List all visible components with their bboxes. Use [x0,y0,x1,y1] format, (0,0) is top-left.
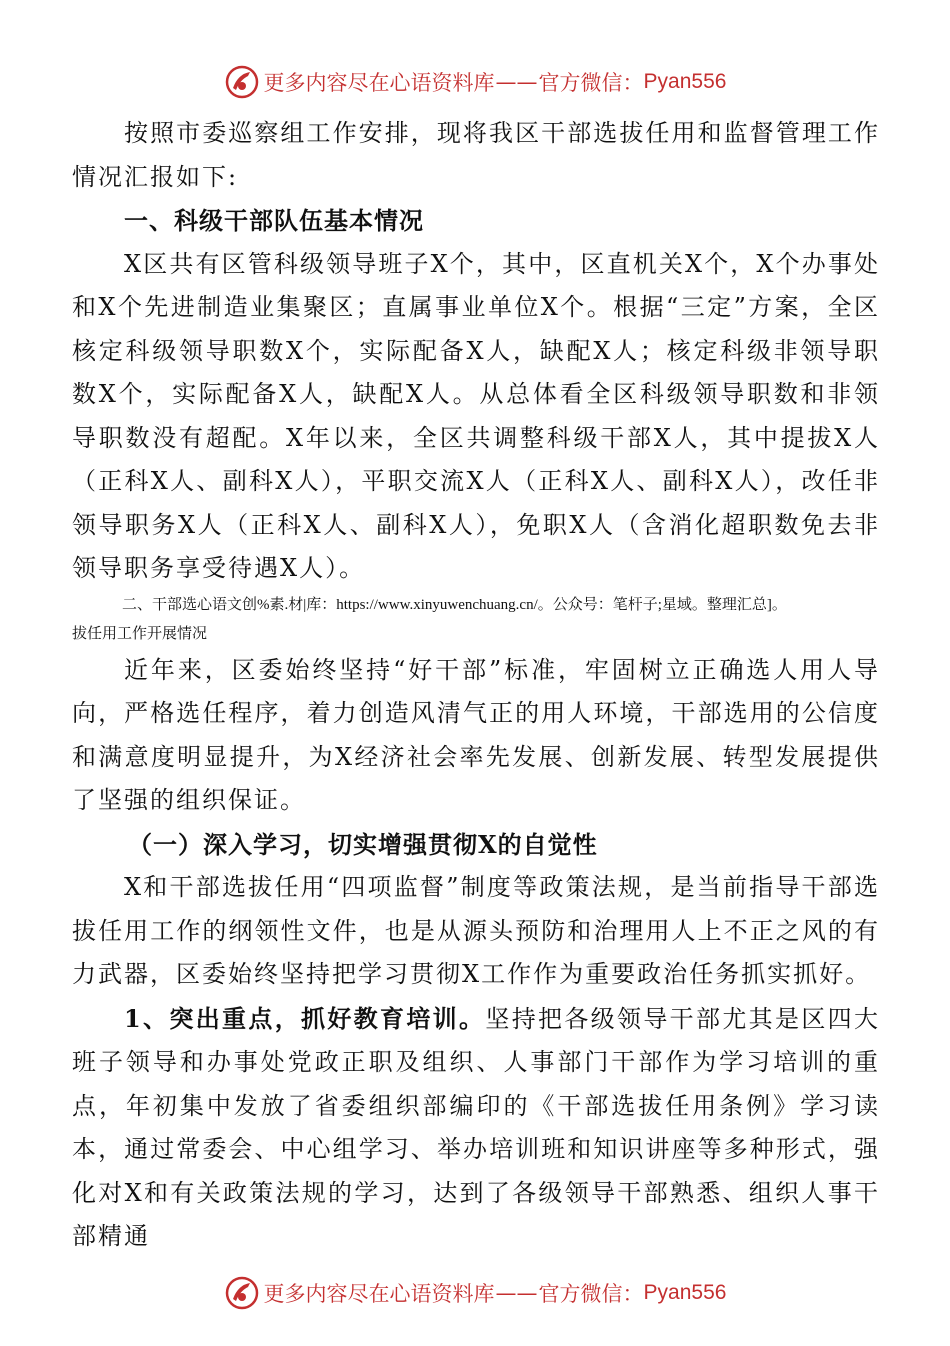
banner-prefix: 更多内容尽在心语资料库 [263,1282,495,1306]
document-body [72,112,880,1259]
banner-handle: Pyan556 [643,1281,727,1304]
section1-paragraph: X区共有区管科级领导班子X个，其中，区直机关X个，X个办事处和X个先进制造业集聚区；直属事业单位X个。根据“三定”方案，全区核定科级领导职数X个，实际配备X人，缺配X人；核定科级非领导职数X个，实际配备X人，缺配X人。从总体看全区科级领导职数和非领导职数没有超配。X年以来，全区共调整科级干部X人，其中提拔X人（正科X人、副科X人），平职交流X人（正科X人、副科X人），改任非领导职务X人（正科X人、副科X人），免职X人（含消化超职数免去非领导职务享受待遇X人）。 [72,249,880,582]
banner-dash: —— [495,1281,538,1305]
banner-dash: —— [495,70,538,94]
banner-wechat-label: 官方微信： [538,71,644,95]
item1-paragraph [72,997,880,1259]
banner-handle: Pyan556 [643,70,727,93]
logo-icon [224,64,260,100]
section2-heading-line1: 二、干部选心语文创%素.材|库：https://www.xinyuwenchuang.cn/。公众号：笔杆子;星域。整理汇总]。 [122,596,787,613]
logo-icon [224,1275,260,1311]
banner-wechat-label: 官方微信： [538,1282,644,1306]
subsection1-heading: （一）深入学习，切实增强贯彻X的自觉性 [128,829,598,859]
footer-watermark-banner [0,1273,950,1313]
banner-prefix: 更多内容尽在心语资料库 [263,71,495,95]
section2-paragraph: 近年来，区委始终坚持“好干部”标准，牢固树立正确选人用人导向，严格选任程序，着力创造风清气正的用人环境，干部选用的公信度和满意度明显提升，为X经济社会率先发展、创新发展、转型发展提供了坚强的组织保证。 [72,655,880,814]
header-watermark-banner [0,62,950,102]
section1-heading: 一、科级干部队伍基本情况 [124,206,424,235]
item1-lead: 1、突出重点，抓好教育培训。 [124,1003,486,1033]
item1-text: 坚持把各级领导干部尤其是区四大班子领导和办事处党政正职及组织、人事部门干部作为学习培训的重点，年初集中发放了省委组织部编印的《干部选拔任用条例》学习读本，通过常委会、中心组学习、举办培训班和知识讲座等多种形式，强化对X和有关政策法规的学习，达到了各级领导干部熟悉、组织人事干部精通 [72,1004,881,1250]
subsection1-paragraph: X和干部选拔任用“四项监督”制度等政策法规，是当前指导干部选拔任用工作的纲领性文件，也是从源头预防和治理用人上不正之风的有力武器，区委始终坚持把学习贯彻X工作作为重要政治任务抓实抓好。 [72,873,880,988]
section2-heading-line2: 拔任用工作开展情况 [72,625,208,642]
intro-paragraph: 按照市委巡察组工作安排，现将我区干部选拔任用和监督管理工作情况汇报如下: [72,119,880,191]
